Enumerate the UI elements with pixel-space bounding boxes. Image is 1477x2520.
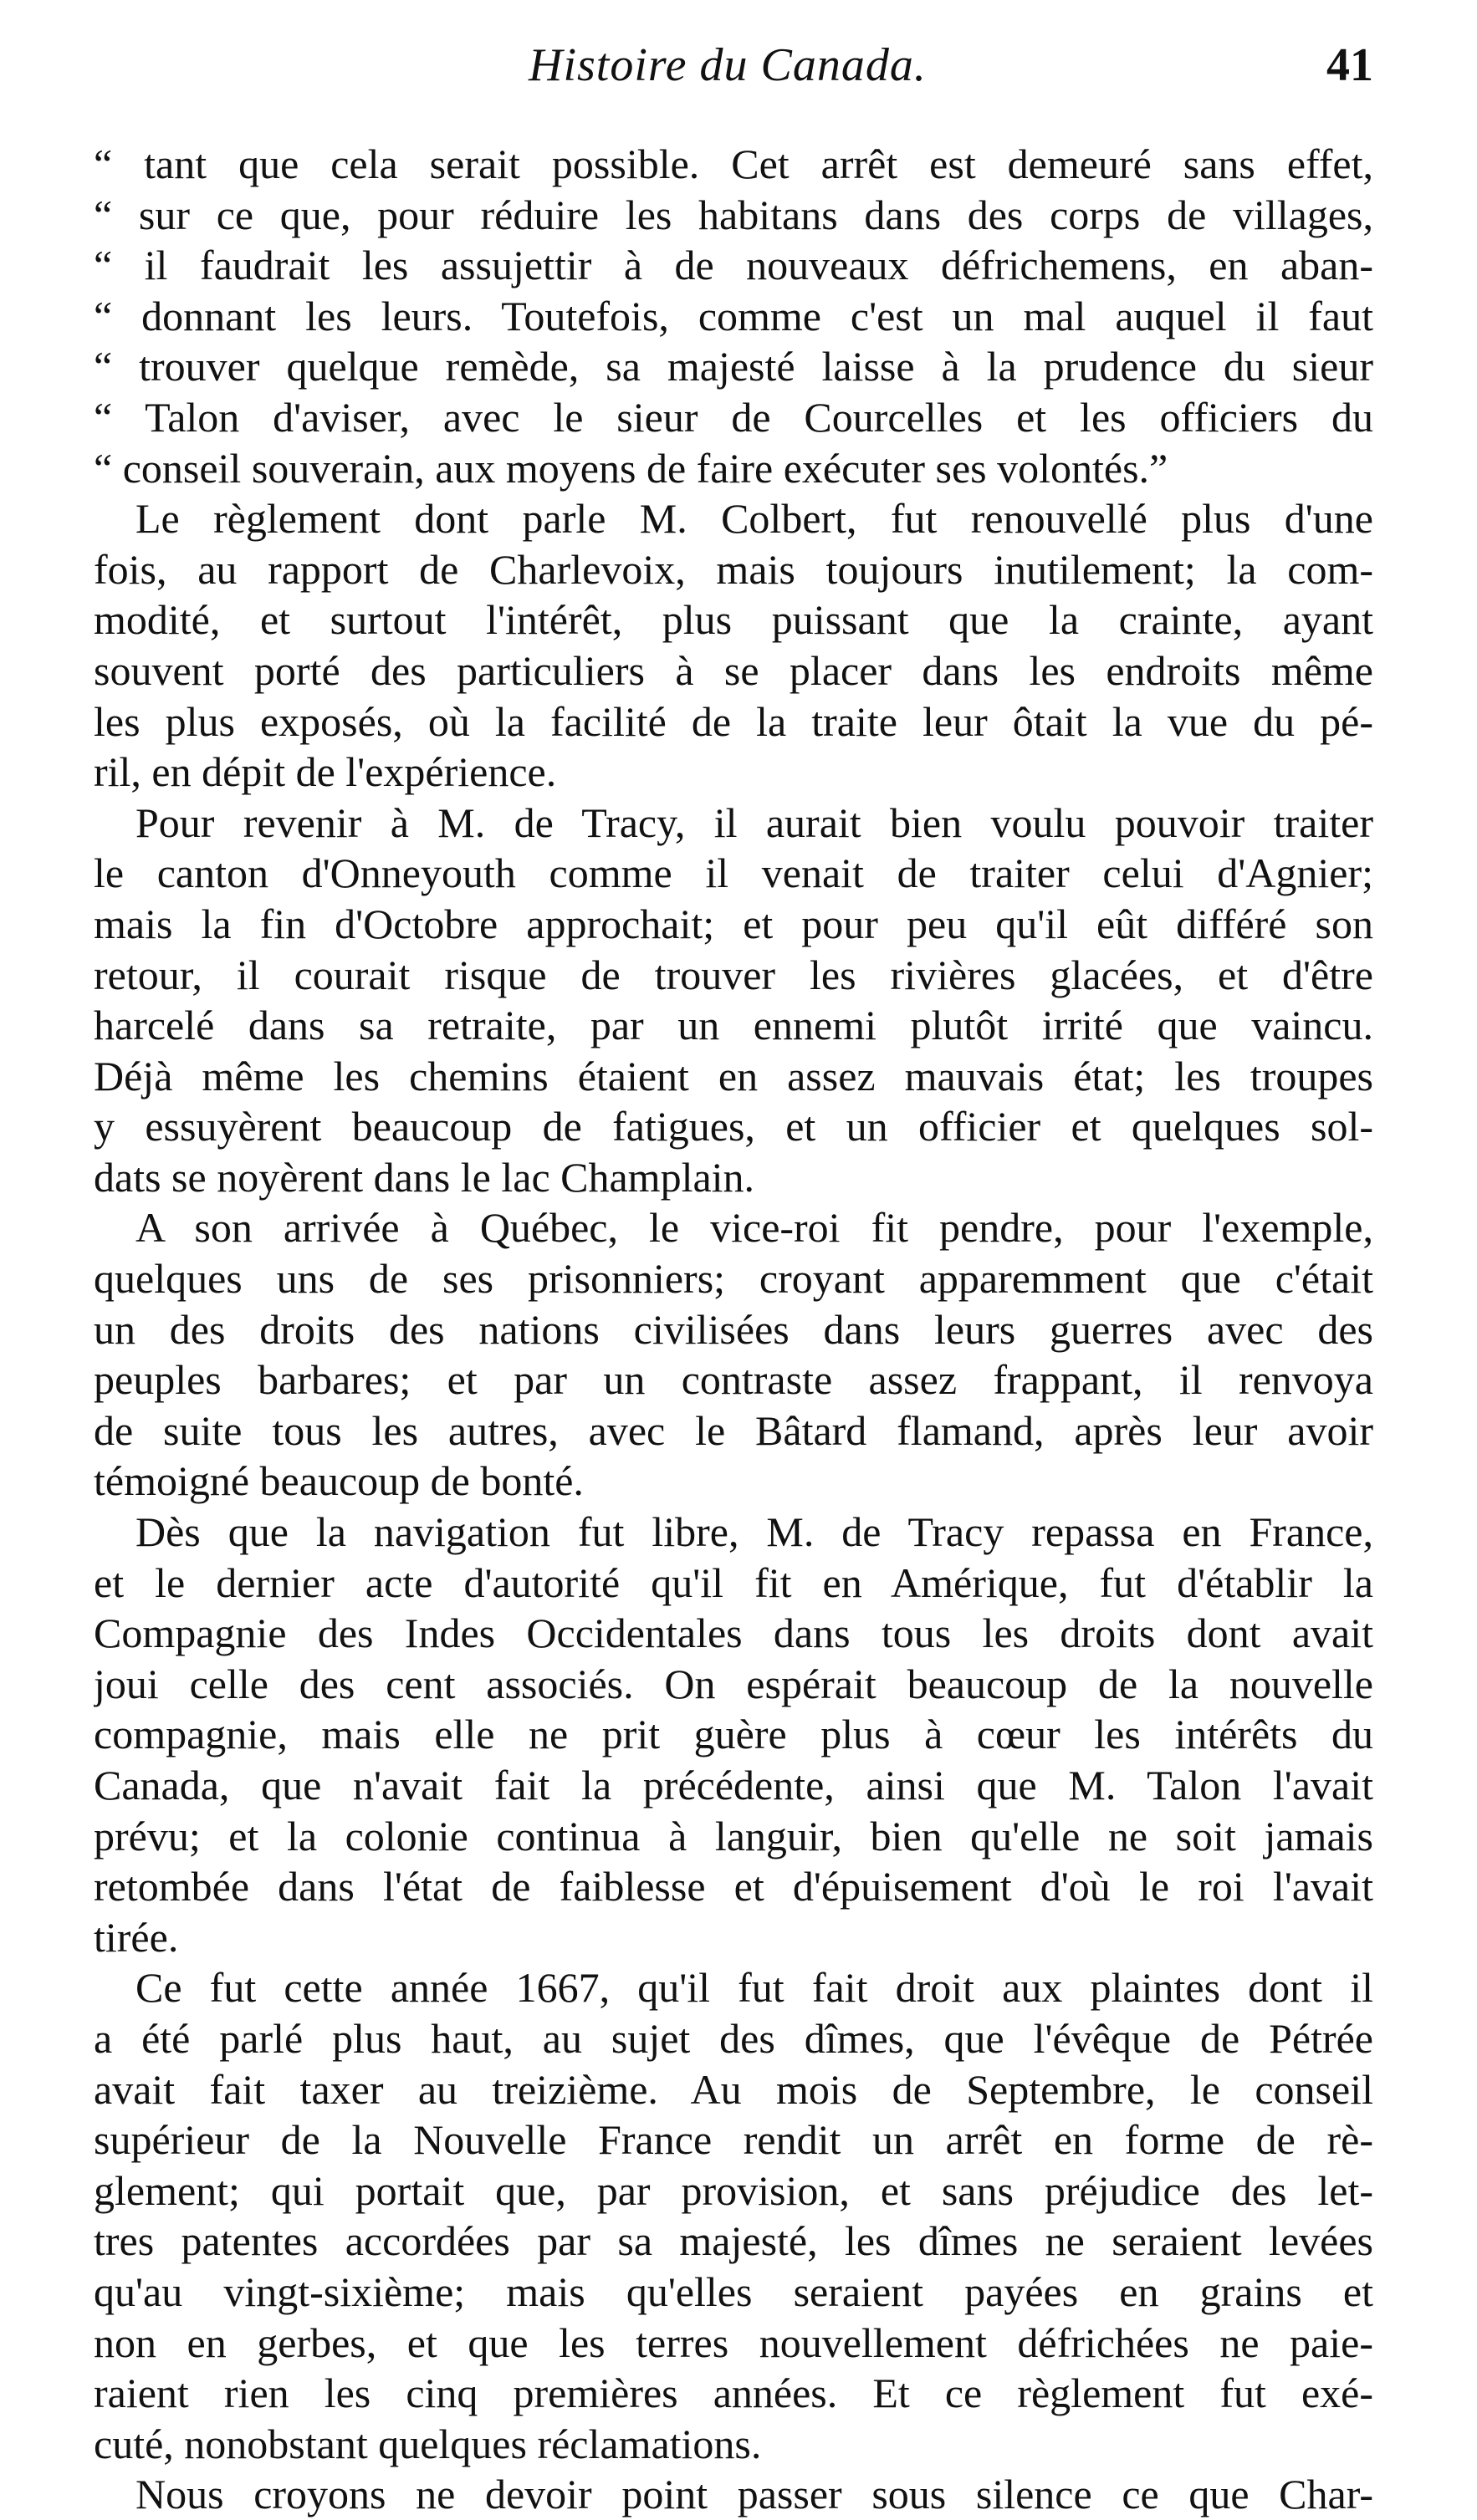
running-title: Histoire du Canada. — [529, 39, 927, 91]
text-line: retour, il courait risque de trouver les rivières glacées, et d'être — [94, 951, 1373, 998]
text-line: glement; qui portait que, par provision, et sans préjudice des let- — [94, 2166, 1373, 2214]
text-line: “ tant que cela serait possible. Cet arrêt est demeuré sans effet, — [94, 140, 1373, 187]
text-line: “ donnant les leurs. Toutefois, comme c'est un mal auquel il faut — [94, 292, 1373, 339]
text-line: le canton d'Onneyouth comme il venait de traiter celui d'Agnier; — [94, 849, 1373, 897]
paragraph — [94, 139, 1373, 493]
text-line: peuples barbares; et par un contraste assez frappant, il renvoya — [94, 1356, 1373, 1404]
text-line: dats se noyèrent dans le lac Champlain. — [94, 1153, 755, 1201]
body-text — [94, 139, 1373, 2520]
text-line: Le règlement dont parle M. Colbert, fut renouvellé plus d'une — [135, 495, 1373, 543]
text-line: Compagnie des Indes Occidentales dans tous les droits dont avait — [94, 1609, 1373, 1657]
text-line: modité, et surtout l'intérêt, plus puissant que la crainte, ayant — [94, 596, 1373, 644]
text-line: qu'au vingt-sixième; mais qu'elles seraient payées en grains et — [94, 2267, 1373, 2315]
paragraph — [94, 1507, 1373, 1962]
text-line: “ conseil souverain, aux moyens de faire exécuter ses volontés.” — [94, 444, 1168, 492]
paragraph — [94, 493, 1373, 798]
text-line: a été parlé plus haut, au sujet des dîmes, que l'évêque de Pétrée — [94, 2014, 1373, 2062]
text-line: non en gerbes, et que les terres nouvellement défrichées ne paie- — [94, 2319, 1373, 2366]
text-line: “ Talon d'aviser, avec le sieur de Courcelles et les officiers du — [94, 393, 1373, 441]
text-line: Ce fut cette année 1667, qu'il fut fait droit aux plaintes dont il — [135, 1964, 1373, 2012]
text-line: témoigné beaucoup de bonté. — [94, 1457, 584, 1505]
text-line: souvent porté des particuliers à se placer dans les endroits même — [94, 646, 1373, 694]
text-line: les plus exposés, où la facilité de la traite leur ôtait la vue du pé- — [94, 697, 1373, 745]
text-line: Dès que la navigation fut libre, M. de Tracy repassa en France, — [135, 1508, 1373, 1556]
text-line: compagnie, mais elle ne prit guère plus à cœur les intérêts du — [94, 1711, 1373, 1758]
text-line: de suite tous les autres, avec le Bâtard flamand, après leur avoir — [94, 1406, 1373, 1454]
text-line: fois, au rapport de Charlevoix, mais toujours inutilement; la com- — [94, 545, 1373, 593]
text-line: tres patentes accordées par sa majesté, les dîmes ne seraient levées — [94, 2217, 1373, 2265]
paragraph — [94, 1962, 1373, 2469]
text-line: ril, en dépit de l'expérience. — [94, 748, 557, 796]
paragraph — [94, 1202, 1373, 1507]
paragraph — [94, 798, 1373, 1203]
text-line: Nous croyons ne devoir point passer sous silence ce que Char- — [135, 2471, 1373, 2518]
text-line: harcelé dans sa retraite, par un ennemi plutôt irrité que vaincu. — [94, 1002, 1373, 1049]
text-line: raient rien les cinq premières années. Et ce règlement fut exé- — [94, 2370, 1373, 2417]
text-line: Pour revenir à M. de Tracy, il aurait bien voulu pouvoir traiter — [135, 798, 1373, 846]
text-line: “ il faudrait les assujettir à de nouveaux défrichemens, en aban- — [94, 242, 1373, 289]
paragraph — [94, 2469, 1373, 2520]
text-line: y essuyèrent beaucoup de fatigues, et un officier et quelques sol- — [94, 1103, 1373, 1150]
text-line: supérieur de la Nouvelle France rendit un arrêt en forme de rè- — [94, 2116, 1373, 2164]
text-line: Canada, que n'avait fait la précédente, ainsi que M. Talon l'avait — [94, 1762, 1373, 1808]
text-line: joui celle des cent associés. On espérait beaucoup de la nouvelle — [94, 1660, 1373, 1707]
text-line: A son arrivée à Québec, le vice-roi fit pendre, pour l'exemple, — [135, 1204, 1373, 1252]
book-page — [94, 33, 1373, 2520]
text-line: mais la fin d'Octobre approchait; et pour peu qu'il eût différé son — [94, 900, 1373, 947]
text-line: cuté, nonobstant quelques réclamations. — [94, 2420, 762, 2467]
text-line: “ sur ce que, pour réduire les habitans dans des corps de villages, — [94, 191, 1373, 238]
text-line: et le dernier acte d'autorité qu'il fit en Amérique, fut d'établir la — [94, 1558, 1373, 1606]
text-line: quelques uns de ses prisonniers; croyant apparemment que c'était — [94, 1255, 1373, 1303]
text-line: avait fait taxer au treizième. Au mois de Septembre, le conseil — [94, 2065, 1373, 2113]
page-number: 41 — [1326, 39, 1373, 91]
text-line: “ trouver quelque remède, sa majesté laisse à la prudence du sieur — [94, 343, 1373, 390]
text-line: retombée dans l'état de faiblesse et d'épuisement d'où le roi l'avait — [94, 1863, 1373, 1910]
text-line: tirée. — [94, 1913, 179, 1961]
text-line: prévu; et la colonie continua à languir, bien qu'elle ne soit jamais — [94, 1812, 1373, 1859]
text-line: Déjà même les chemins étaient en assez mauvais état; les troupes — [94, 1052, 1373, 1099]
text-line: un des droits des nations civilisées dans leurs guerres avec des — [94, 1305, 1373, 1353]
page-header — [94, 33, 1373, 100]
